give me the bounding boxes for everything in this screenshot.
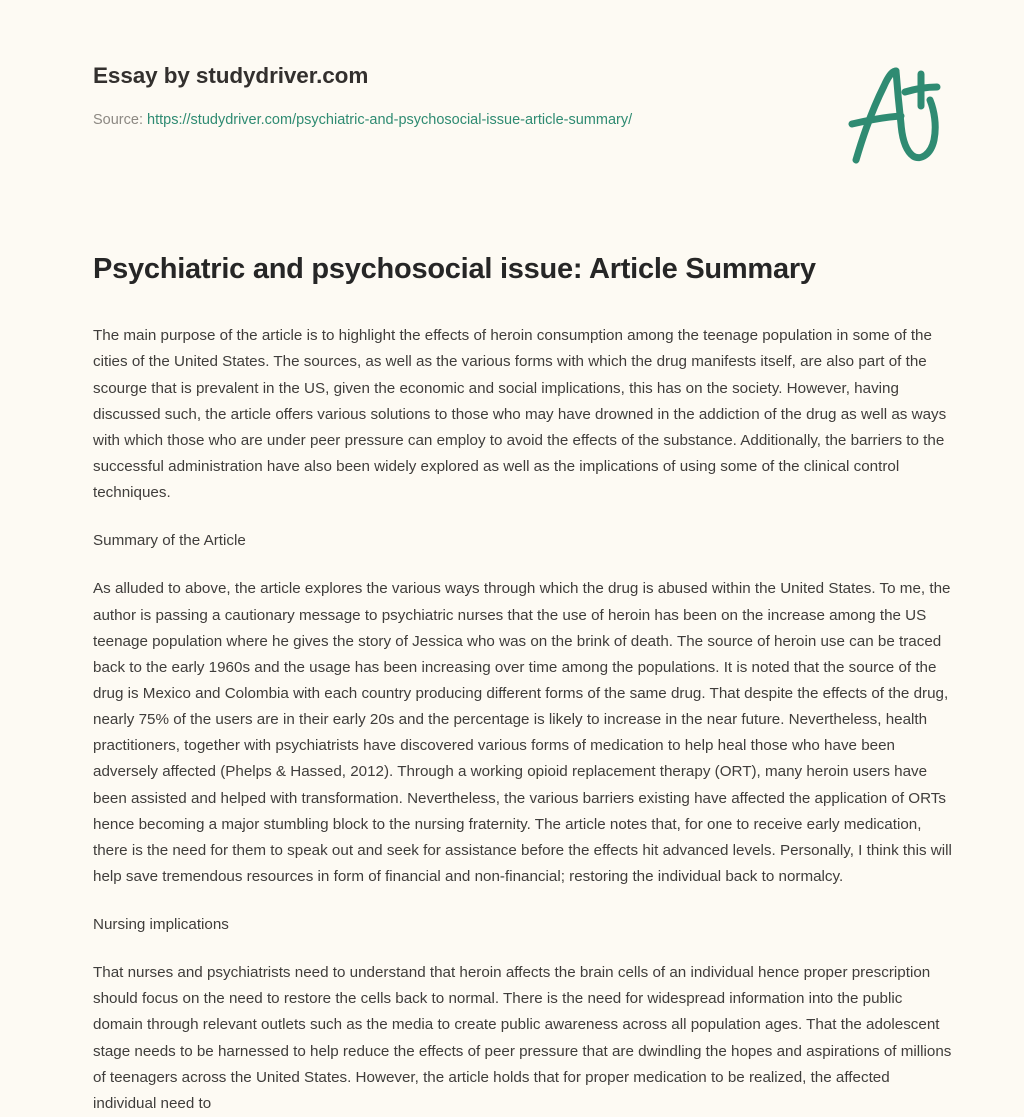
paragraph: As alluded to above, the article explores the various ways through which the drug is abused within the United States. To me, the author is passing a cautionary message to psychiatric nurses that the use of heroin has been on the increase among the US teenage population where he gives the story of Jessica who was on the brink of death. The source of heroin use can be traced back to the early 1960s and the usage has been increasing over time among the populations. It is noted that the source of the drug is Mexico and Colombia with each country producing different forms of the same drug. That despite the effects of the drug, nearly 75% of the users are in their early 20s and the percentage is likely to increase in the near future. Nevertheless, health practitioners, together with psychiatrists have discovered various forms of medication to help heal those who have been adversely affected (Phelps & Hassed, 2012). Through a working opioid replacement therapy (ORT), many heroin users have been assisted and helped with transformation. Nevertheless, the various barriers existing have affected the application of ORTs hence becoming a major stumbling block to the nursing fraternity. The article notes that, for one to receive early medication, there is the need for them to speak out and seek for assistance before the effects hit advanced levels. Personally, I think this will help save tremendous resources in form of financial and non-financial; restoring the individual back to normalcy. (93, 580, 952, 885)
a-plus-logo-icon (839, 62, 949, 167)
source-line (93, 111, 954, 130)
section-heading: Summary of the Article (93, 532, 246, 550)
brand-title: Essay by studydriver.com (93, 63, 369, 88)
page-title: Psychiatric and psychosocial issue: Article Summary (93, 253, 816, 285)
document-content (93, 323, 956, 1117)
source-label: Source: (93, 112, 143, 128)
source-url-link[interactable]: https://studydriver.com/psychiatric-and-psychosocial-issue-article-summary/ (147, 112, 633, 128)
paragraph: The main purpose of the article is to highlight the effects of heroin consumption among the teenage population in some of the cities of the United States. The sources, as well as the various forms with which the drug manifests itself, are also part of the scourge that is prevalent in the US, given the economic and social implications, this has on the society. However, having discussed such, the article offers various solutions to those who may have drowned in the addiction of the drug as well as ways with which those who are under peer pressure can employ to avoid the effects of the substance. Additionally, the barriers to the successful administration have also been widely explored as well as the implications of using some of the clinical control techniques. (93, 327, 947, 502)
section-heading: Nursing implications (93, 916, 229, 934)
document-header (0, 0, 1024, 175)
document-body (0, 175, 1024, 1117)
paragraph: That nurses and psychiatrists need to understand that heroin affects the brain cells of an individual hence proper prescription should focus on the need to restore the cells back to normal. There is the need for widespread information into the public domain through relevant outlets such as the media to create public awareness across all population ages. That the adolescent stage needs to be harnessed to help reduce the effects of peer pressure that are dwindling the hopes and aspirations of millions of teenagers across the United States. However, the article holds that for proper medication to be realized, the affected individual need to (93, 964, 952, 1112)
